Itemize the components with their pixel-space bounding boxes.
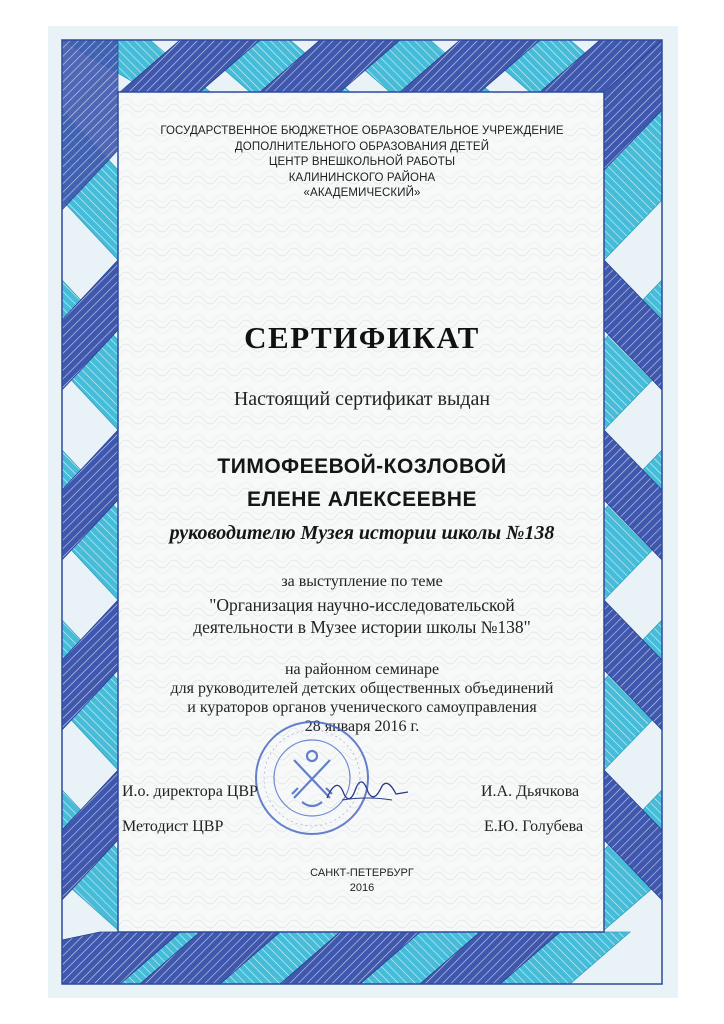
topic-line-1: "Организация научно-исследовательской — [209, 595, 515, 615]
organization-line-1: ГОСУДАРСТВЕННОЕ БЮДЖЕТНОЕ ОБРАЗОВАТЕЛЬНОЕ УЧРЕЖДЕНИЕ — [160, 125, 564, 137]
signature-role-director: И.о. директора ЦВР — [122, 783, 258, 800]
organization-line-4: КАЛИНИНСКОГО РАЙОНА — [288, 171, 436, 184]
footer-city: САНКТ-ПЕТЕРБУРГ — [310, 867, 414, 879]
event-line-1: на районном семинаре — [284, 661, 440, 678]
organization-line-5: «АКАДЕМИЧЕСКИЙ» — [303, 187, 421, 199]
certificate-title: СЕРТИФИКАТ — [244, 320, 480, 355]
organization-line-3: ЦЕНТР ВНЕШКОЛЬНОЙ РАБОТЫ — [268, 156, 456, 168]
signature-name-director: И.А. Дьячкова — [481, 783, 580, 800]
signature-name-methodist: Е.Ю. Голубева — [484, 818, 584, 835]
topic-intro: за выступление по теме — [281, 573, 443, 590]
recipient-position: руководителю Музея истории школы №138 — [169, 522, 555, 544]
signature-role-methodist: Методист ЦВР — [122, 818, 224, 835]
footer-year: 2016 — [349, 882, 375, 894]
organization-header — [0, 124, 724, 202]
issued-text: Настоящий сертификат выдан — [233, 388, 491, 410]
signature-scribble — [322, 770, 412, 810]
event-line-3: и кураторов органов ученического самоуправления — [187, 699, 537, 716]
recipient-surname: ТИМОФЕЕВОЙ-КОЗЛОВОЙ — [217, 455, 507, 478]
event-line-2: для руководителей детских общественных объединений — [170, 680, 554, 697]
recipient-given-names: ЕЛЕНЕ АЛЕКСЕЕВНЕ — [247, 488, 477, 511]
organization-line-2: ДОПОЛНИТЕЛЬНОГО ОБРАЗОВАНИЯ ДЕТЕЙ — [234, 140, 490, 153]
event-date: 28 января 2016 г. — [304, 718, 420, 735]
topic-line-2: деятельности в Музее истории школы №138" — [193, 617, 531, 637]
